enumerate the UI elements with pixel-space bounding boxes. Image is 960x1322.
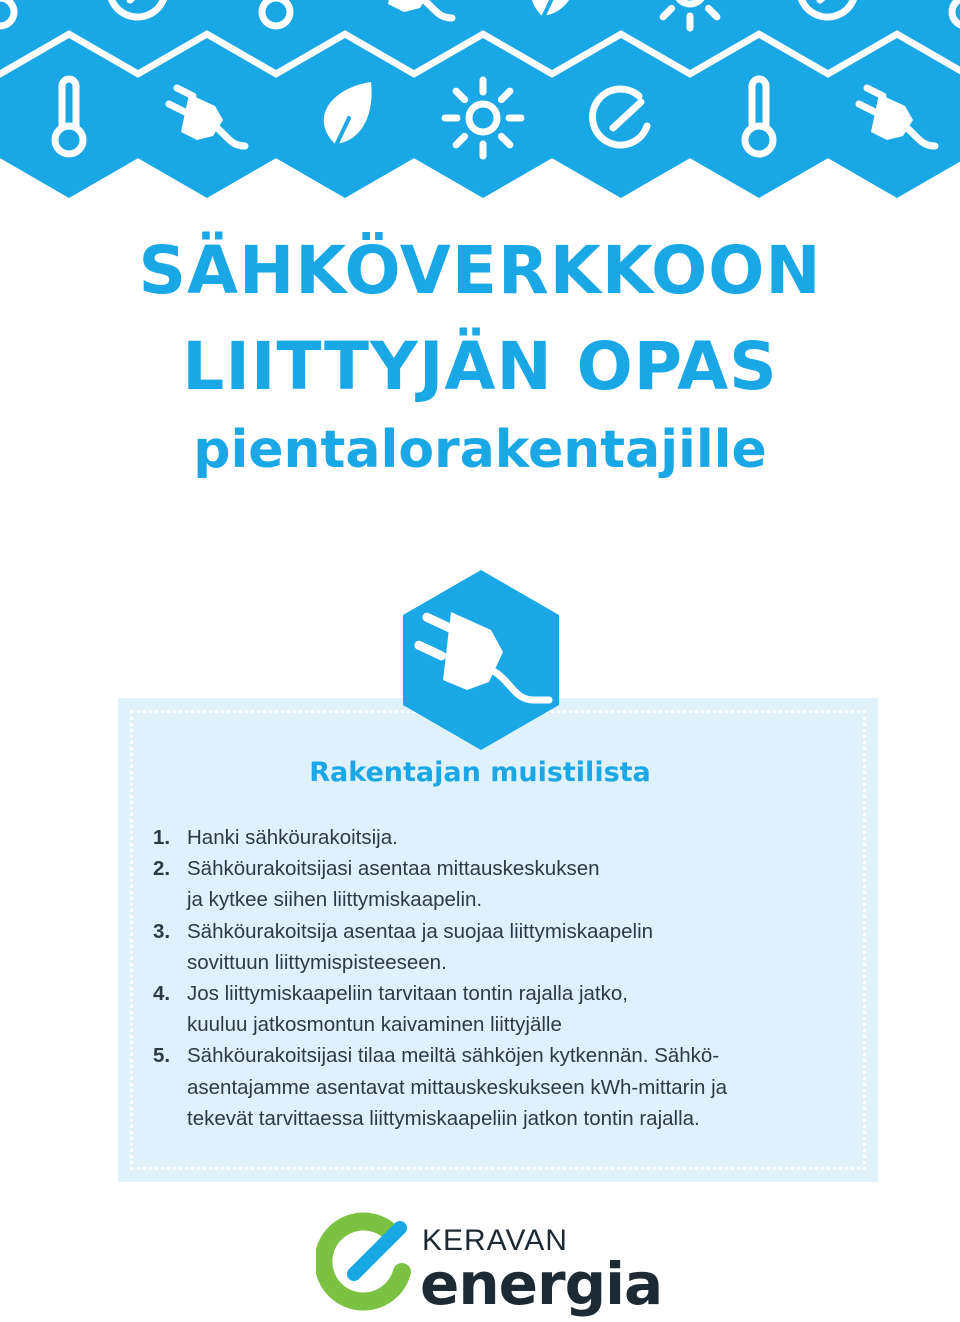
step-number: 4. bbox=[153, 982, 171, 1006]
hexagon-tile bbox=[414, 38, 553, 198]
step-number: 2. bbox=[153, 857, 171, 881]
feature-plug-hexagon bbox=[391, 570, 571, 750]
hexagon-icon-band bbox=[0, 0, 960, 200]
title-line-2: LIITTYJÄN OPAS bbox=[182, 328, 778, 405]
checklist-heading: Rakentajan muistilista bbox=[309, 757, 651, 788]
step-number: 3. bbox=[153, 919, 171, 943]
list-item bbox=[153, 1040, 853, 1134]
list-item bbox=[153, 916, 853, 978]
hexagon-tile bbox=[0, 38, 138, 198]
title-line-3: pientalorakentajille bbox=[193, 420, 767, 480]
list-item bbox=[153, 822, 853, 853]
hexagon-tile bbox=[690, 38, 829, 198]
list-item bbox=[153, 978, 853, 1040]
logo-text-energia: energia bbox=[420, 1250, 663, 1318]
step-number: 1. bbox=[153, 826, 171, 849]
step-text: Sähköurakoitsija asentaa ja suojaa liittymiskaapelin sovittuun liittymispisteeseen. bbox=[187, 919, 654, 974]
step-text: Sähköurakoitsijasi tilaa meiltä sähköjen kytkennän. Sähkö- asentajamme asentavat mittauskeskukseen kWh-mittarin ja tekevät tarvittaessa liittymiskaapeliin jatkon tontin rajalla. bbox=[187, 1044, 728, 1130]
checklist-steps bbox=[153, 822, 853, 1134]
list-item bbox=[153, 853, 853, 915]
title-line-1: SÄHKÖVERKKOON bbox=[138, 232, 822, 309]
step-text: Jos liittymiskaapeliin tarvitaan tontin rajalla jatko, kuuluu jatkosmontun kaivaminen liittyjälle bbox=[187, 982, 628, 1037]
logo-power-icon bbox=[323, 1222, 402, 1302]
logo-text-keravan: KERAVAN bbox=[422, 1224, 568, 1257]
step-text: Sähköurakoitsijasi asentaa mittauskeskuksen ja kytkee siihen liittymiskaapelin. bbox=[187, 857, 600, 912]
step-number: 5. bbox=[153, 1044, 171, 1068]
step-text: Hanki sähköurakoitsija. bbox=[187, 826, 398, 849]
